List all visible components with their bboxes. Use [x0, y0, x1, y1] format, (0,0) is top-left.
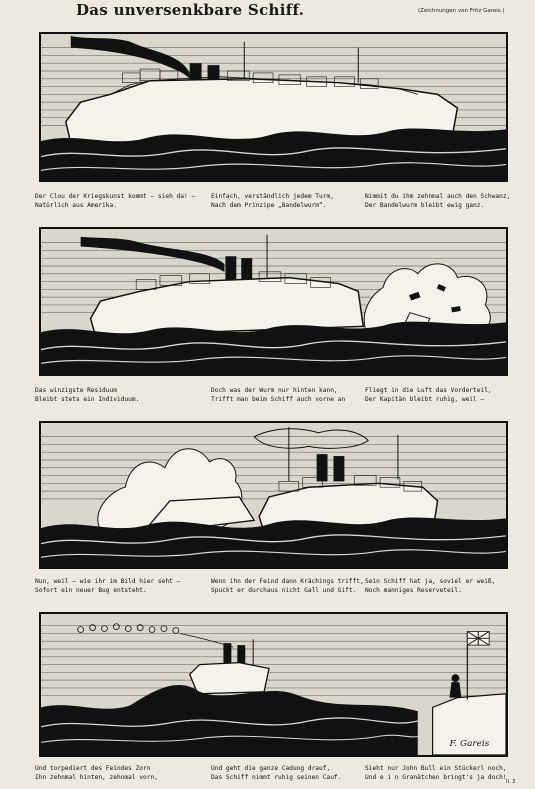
caption-row-2 [35, 387, 515, 411]
verse-1-3: Nimmit du ihm zehnmal auch den Schwanz, Der Bandelwurm bleibt ewig ganz. [365, 193, 511, 209]
verse-1-2: Einfach, verständlich jedem Turm, Nach dem Prinzipe „Bandelwurm“. [211, 193, 334, 209]
caption-row-3 [35, 578, 515, 602]
verse-4-2: Und geht die ganze Cadung drauf, Das Schiff nimmt ruhig seinen Cauf. [211, 765, 342, 781]
ship-illustration-3 [41, 423, 506, 567]
verse-2-1: Das winzigste Residuum Bleibt stets ein Individuum. [35, 387, 140, 403]
verse-3-1: Nun, weil — wie ihr im Bild hier seht — Sofort ein neuer Bug entsteht. [35, 578, 181, 594]
illustration-panel-2 [39, 227, 508, 376]
illustration-panel-3 [39, 421, 508, 569]
verse-3-2: Wenn ihn der Feind dann Krächings trifft, Spuckt er durchaus nicht Gall und Gift. [211, 578, 364, 594]
caption-row-1 [35, 193, 515, 217]
verse-1-1: Der Clou der Kriegskunst kommt — sieh da! — Natürlich aus Amerika. [35, 193, 196, 209]
ship-illustration-1 [41, 34, 506, 180]
illustration-panel-4 [39, 612, 508, 757]
ship-illustration-2 [41, 229, 506, 374]
verse-4-1: Und torpediert des Feindes Zorn Ihn zehnmal hinten, zehnmal vorn, [35, 765, 158, 781]
verse-2-3: Fliegt in die Luft das Vorderteil, Der Kapitän bleibt ruhig, weil — [365, 387, 492, 403]
page-mark: II. 3 [506, 779, 516, 785]
caption-row-4 [35, 765, 515, 789]
illustration-panel-1 [39, 32, 508, 182]
ship-illustration-4 [41, 614, 506, 755]
verse-4-3: Sieht nur John Bull ein Stückerl noch, Und e i n Granätchen bringt's ja doch! [365, 765, 507, 781]
page-header [0, 0, 535, 22]
illustrator-credit: (Zeichnungen von Fritz Gareis.) [418, 8, 505, 14]
verse-3-3: Sein Schiff hat ja, soviel er weiß, Noch manniges Reserveteil. [365, 578, 496, 594]
verse-2-2: Doch was der Wurm nur hinten kann, Trifft man beim Schiff auch vorne an [211, 387, 346, 403]
artist-signature: F. Gareis [449, 739, 490, 750]
page-title: Das unversenkbare Schiff. [76, 1, 305, 19]
